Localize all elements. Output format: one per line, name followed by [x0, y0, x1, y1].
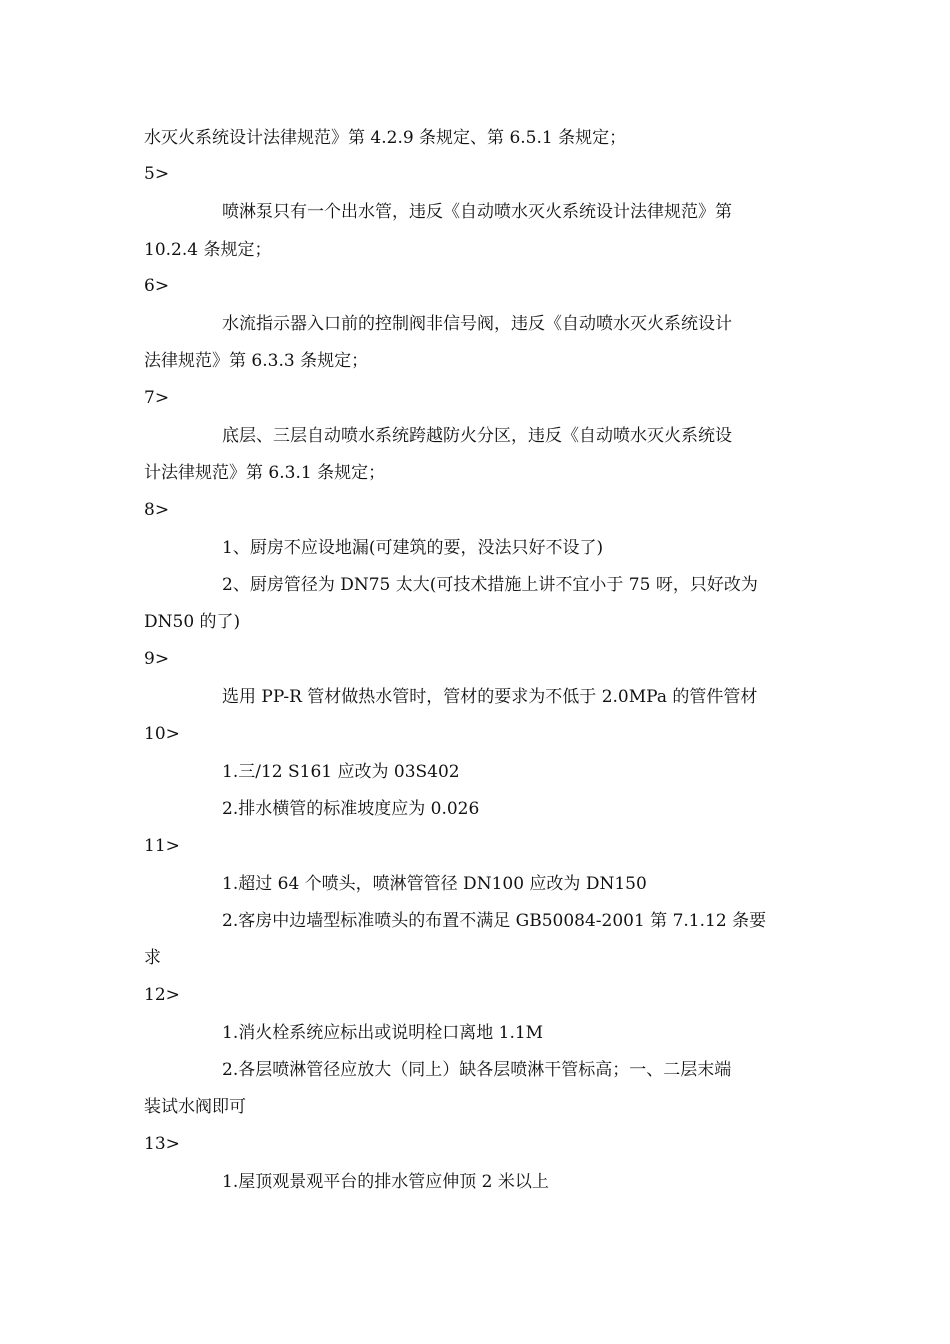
text-line: 1.超过 64 个喷头，喷淋管管径 DN100 应改为 DN150	[222, 874, 647, 894]
text-line: 1、厨房不应设地漏(可建筑的要，没法只好不设了)	[222, 538, 604, 558]
item-number: 11>	[144, 836, 180, 856]
text-line: 2.排水横管的标准坡度应为 0.026	[222, 799, 480, 819]
text-line: 1.屋顶观景观平台的排水管应伸顶 2 米以上	[222, 1172, 549, 1192]
text-line: 选用 PP-R 管材做热水管时，管材的要求为不低于 2.0MPa 的管件管材	[222, 687, 758, 707]
text-line: 10.2.4 条规定；	[144, 240, 272, 260]
text-line: 水灭火系统设计法律规范》第 4.2.9 条规定、第 6.5.1 条规定；	[144, 128, 627, 148]
text-line: 2.各层喷淋管径应放大（同上）缺各层喷淋干管标高；一、二层末端	[222, 1060, 732, 1080]
item-number: 9>	[144, 649, 170, 669]
item-number: 7>	[144, 388, 170, 408]
item-number: 12>	[144, 985, 180, 1005]
item-number: 8>	[144, 500, 170, 520]
text-line: 底层、三层自动喷水系统跨越防火分区，违反《自动喷水灭火系统设	[222, 426, 732, 446]
text-line: 法律规范》第 6.3.3 条规定；	[144, 351, 369, 371]
text-line: 2、厨房管径为 DN75 太大(可技术措施上讲不宜小于 75 呀，只好改为	[222, 575, 758, 595]
item-number: 5>	[144, 164, 170, 184]
text-line: DN50 的了)	[144, 612, 241, 632]
text-line: 喷淋泵只有一个出水管，违反《自动喷水灭火系统设计法律规范》第	[222, 202, 732, 222]
text-line: 2.客房中边墙型标准喷头的布置不满足 GB50084-2001 第 7.1.12 条要	[222, 911, 767, 931]
text-line: 1.三/12 S161 应改为 03S402	[222, 762, 460, 782]
text-line: 1.消火栓系统应标出或说明栓口离地 1.1M	[222, 1023, 544, 1043]
text-line: 装试水阀即可	[144, 1097, 246, 1117]
text-line: 计法律规范》第 6.3.1 条规定；	[144, 463, 386, 483]
item-number: 10>	[144, 724, 180, 744]
item-number: 13>	[144, 1134, 180, 1154]
item-number: 6>	[144, 276, 170, 296]
text-line: 水流指示器入口前的控制阀非信号阀，违反《自动喷水灭火系统设计	[222, 314, 732, 334]
text-line: 求	[144, 948, 161, 968]
